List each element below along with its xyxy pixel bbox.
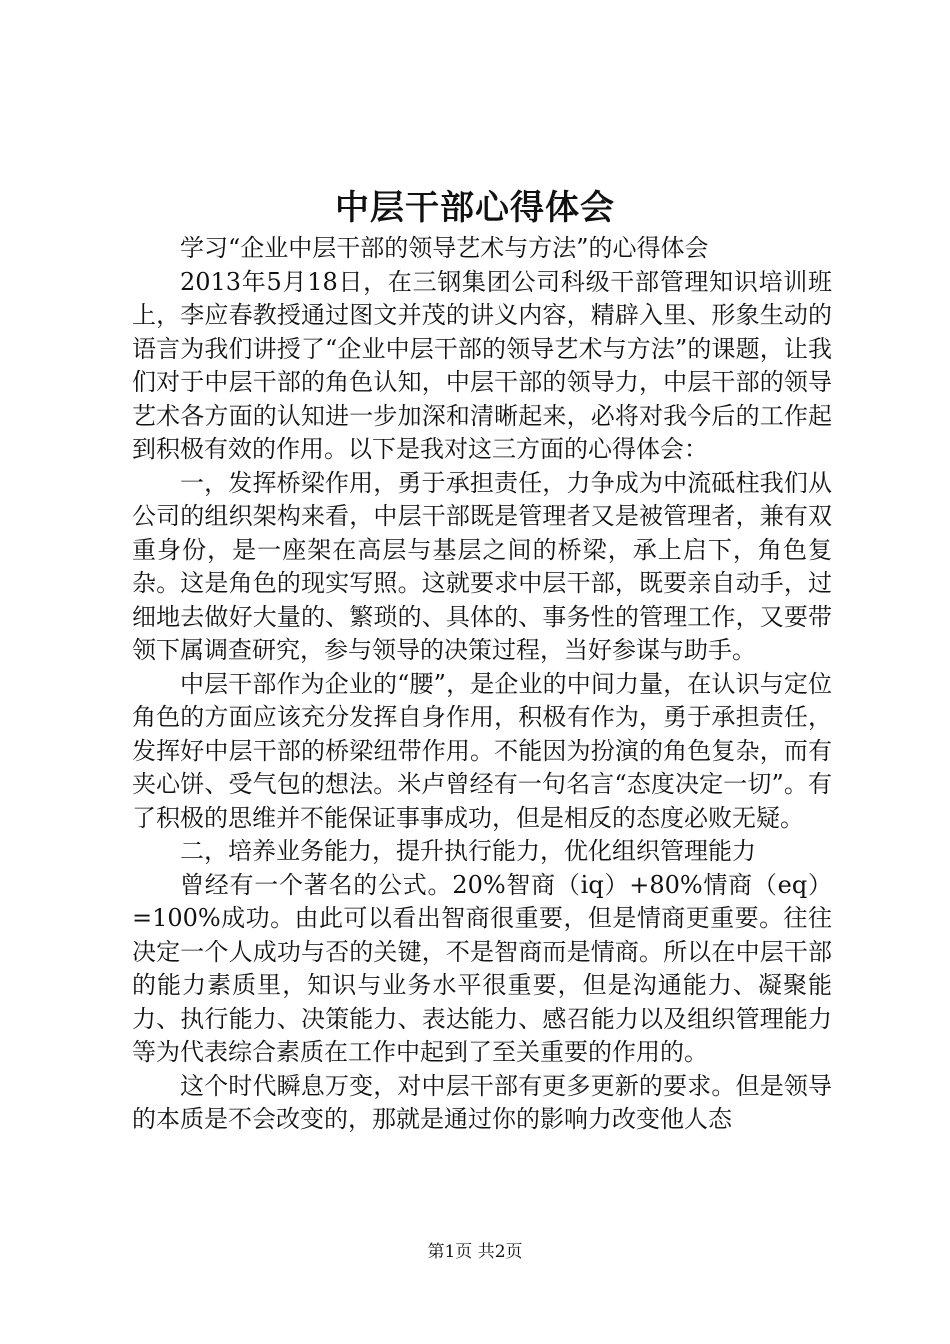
body-paragraph: 2013年5月18日，在三钢集团公司科级干部管理知识培训班上，李应春教授通过图文并茂的讲义内容，精辟入里、形象生动的语言为我们讲授了“企业中层干部的领导艺术与方法”的课题，让我们对于中层干部的角色认知，中层干部的领导力，中层干部的领导艺术各方面的认知进一步加深和清晰起来，必将对我今后的工作起到积极有效的作用。以下是我对这三方面的心得体会： [132, 267, 832, 463]
body-paragraph: 曾经有一个著名的公式。20%智商（iq）+80%情商（eq）=100%成功。由此可以看出智商很重要，但是情商更重要。往往决定一个人成功与否的关键，不是智商而是情商。所以在中层干部的能力素质里，知识与业务水平很重要，但是沟通能力、凝聚能力、执行能力、决策能力、表达能力、感召能力以及组织管理能力等为代表综合素质在工作中起到了至关重要的作用的。 [132, 870, 832, 1066]
document-body [132, 232, 832, 1137]
subtitle-paragraph: 学习“企业中层干部的领导艺术与方法”的心得体会 [180, 234, 709, 262]
document-title: 中层干部心得体会 [335, 188, 615, 228]
body-paragraph: 一，发挥桥梁作用，勇于承担责任，力争成为中流砥柱我们从公司的组织架构来看，中层干部既是管理者又是被管理者，兼有双重身份，是一座架在高层与基层之间的桥梁，承上启下，角色复杂。这是角色的现实写照。这就要求中层干部，既要亲自动手，过细地去做好大量的、繁琐的、具体的、事务性的管理工作，又要带领下属调查研究，参与领导的决策过程，当好参谋与助手。 [132, 468, 832, 664]
body-paragraph: 中层干部作为企业的“腰”，是企业的中间力量，在认识与定位角色的方面应该充分发挥自身作用，积极有作为，勇于承担责任，发挥好中层干部的桥梁纽带作用。不能因为扮演的角色复杂，而有夹心饼、受气包的想法。米卢曾经有一句名言“态度决定一切”。有了积极的思维并不能保证事事成功，但是相反的态度必败无疑。 [132, 669, 832, 832]
section-heading-paragraph: 二，培养业务能力，提升执行能力，优化组织管理能力 [180, 837, 756, 865]
page-footer: 第1页 共2页 [427, 1242, 523, 1262]
body-paragraph: 这个时代瞬息万变，对中层干部有更多更新的要求。但是领导的本质是不会改变的，那就是通过你的影响力改变他人态 [132, 1071, 832, 1133]
